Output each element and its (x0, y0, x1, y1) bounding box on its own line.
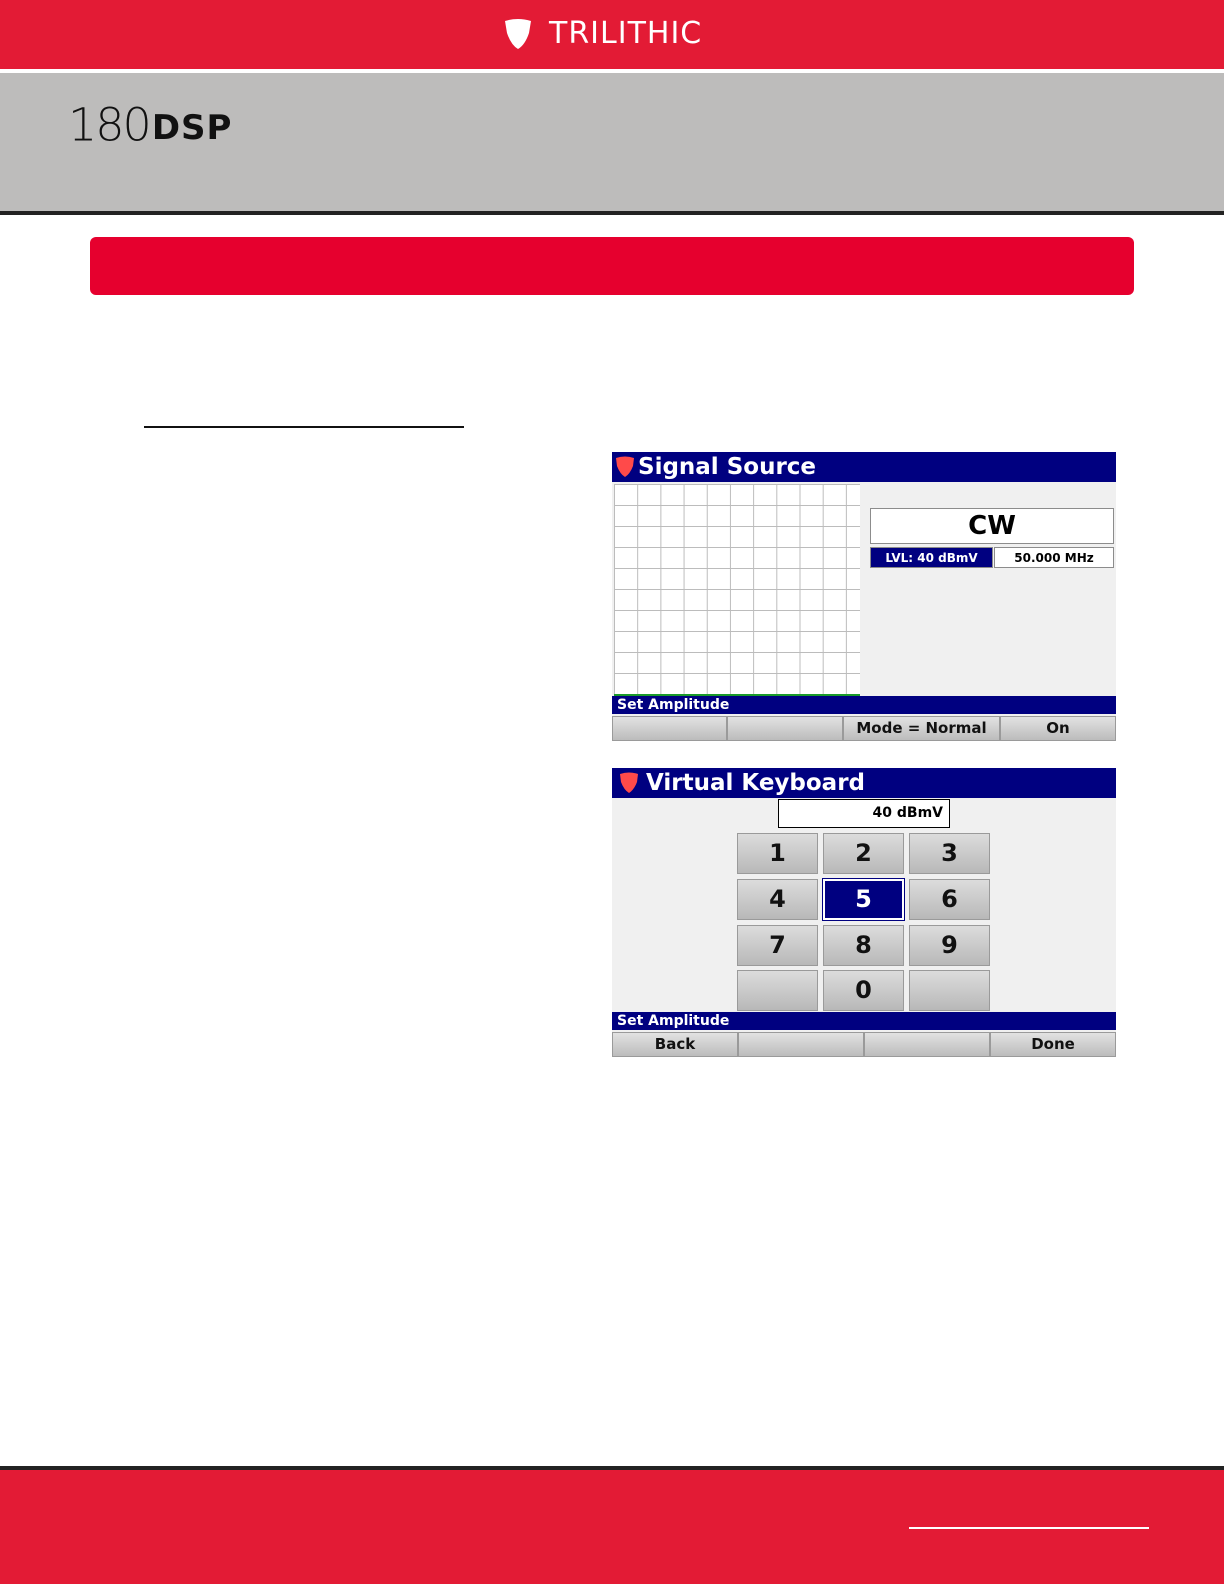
signal-mode-display[interactable]: CW (870, 508, 1114, 544)
footer-underline (909, 1527, 1149, 1529)
key-1[interactable]: 1 (737, 833, 818, 874)
key-4[interactable]: 4 (737, 879, 818, 920)
key-6[interactable]: 6 (909, 879, 990, 920)
key-5[interactable]: 5 (823, 879, 904, 920)
header-band-rule (0, 211, 1224, 215)
key-0[interactable]: 0 (823, 970, 904, 1011)
back-softkey[interactable]: Back (612, 1032, 738, 1057)
level-field[interactable]: LVL: 40 dBmV (870, 547, 993, 568)
mode-softkey[interactable]: Mode = Normal (843, 716, 1000, 741)
key-8[interactable]: 8 (823, 925, 904, 966)
brand-name: TRILITHIC (549, 16, 703, 51)
status-bar: Set Amplitude (612, 696, 1116, 714)
softkey-2[interactable] (727, 716, 843, 741)
screen-title: Signal Source (638, 454, 817, 480)
key-2[interactable]: 2 (823, 833, 904, 874)
softkey-3[interactable] (864, 1032, 990, 1057)
softkey-1[interactable] (612, 716, 727, 741)
softkey-row (612, 1032, 1116, 1057)
heading-underline (144, 426, 464, 428)
shield-icon (614, 456, 636, 478)
spectrum-grid (614, 484, 860, 696)
key-9[interactable]: 9 (909, 925, 990, 966)
product-suffix: DSP (151, 108, 233, 148)
frequency-field[interactable]: 50.000 MHz (994, 547, 1114, 568)
output-on-softkey[interactable]: On (1000, 716, 1116, 741)
softkey-row (612, 716, 1116, 741)
screen-title-bar (612, 452, 1116, 482)
value-entry-field[interactable]: 40 dBmV (778, 799, 950, 828)
product-number: 180 (68, 98, 150, 152)
signal-source-screen (612, 452, 1116, 741)
screen-title-bar (612, 768, 1116, 798)
brand-logo (503, 16, 702, 52)
shield-icon (503, 18, 533, 50)
softkey-2[interactable] (738, 1032, 864, 1057)
done-softkey[interactable]: Done (990, 1032, 1116, 1057)
shield-icon (618, 772, 640, 794)
key-3[interactable]: 3 (909, 833, 990, 874)
key-blank-right[interactable] (909, 970, 990, 1011)
screen-title: Virtual Keyboard (646, 770, 866, 796)
key-blank-left[interactable] (737, 970, 818, 1011)
section-title-bar (90, 237, 1134, 295)
status-bar: Set Amplitude (612, 1012, 1116, 1030)
key-7[interactable]: 7 (737, 925, 818, 966)
virtual-keyboard-screen (612, 768, 1116, 1057)
product-logo (68, 98, 233, 152)
